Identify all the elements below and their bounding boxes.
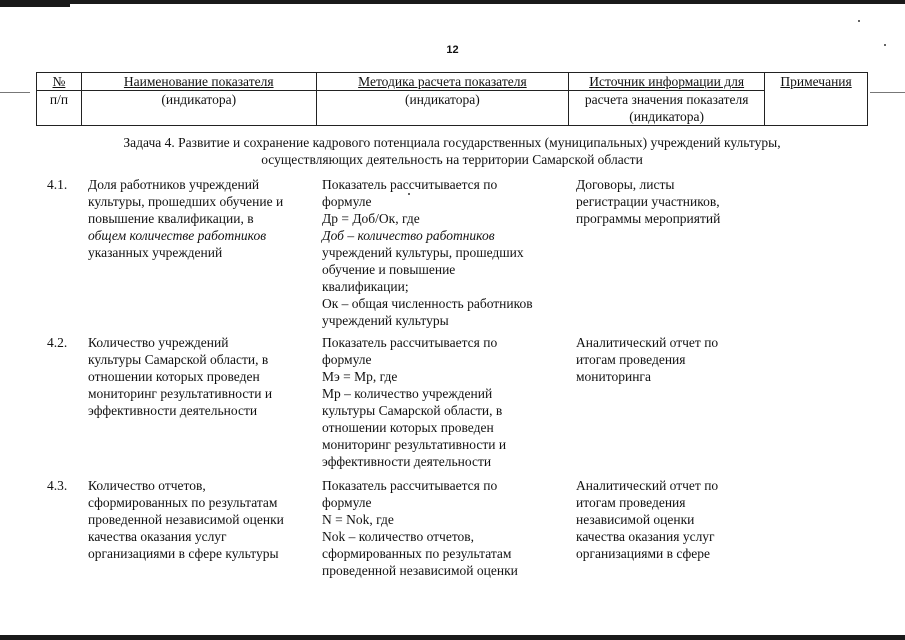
indicator-name — [88, 334, 314, 419]
method-line: отношении которых проведен — [322, 420, 494, 435]
method-line: формуле — [322, 495, 372, 510]
indicator-name-line: качества оказания услуг — [88, 529, 227, 544]
method-line: квалификации; — [322, 279, 409, 294]
indicator-name-line: сформированных по результатам — [88, 495, 278, 510]
indicator-name-line: мониторинг результативности и — [88, 386, 273, 401]
source-line: независимой оценки — [576, 512, 695, 527]
header-method-line2: (индикатора) — [316, 91, 569, 126]
method-line: Показатель рассчитывается по — [322, 478, 498, 493]
method-line: Показатель рассчитывается по — [322, 335, 498, 350]
source-line: итогам проведения — [576, 495, 686, 510]
scan-edge-corner — [0, 0, 70, 7]
indicator-name — [88, 176, 314, 261]
method-line: Доб – количество работников — [322, 228, 495, 243]
method-line: сформированных по результатам — [322, 546, 512, 561]
source-line: Аналитический отчет по — [576, 478, 719, 493]
task-heading-line1: Задача 4. Развитие и сохранение кадрового потенциала государственных (муниципальных) учреждений культуры, — [123, 135, 781, 150]
row-number: 4.3. — [47, 478, 68, 493]
indicator-name-line: отношении которых проведен — [88, 369, 260, 384]
indicator-name-line: проведенной независимой оценки — [88, 512, 284, 527]
method-line: учреждений культуры, прошедших — [322, 245, 524, 260]
indicator-name-line: эффективности деятельности — [88, 403, 258, 418]
indicator-name-line: организациями в сфере культуры — [88, 546, 279, 561]
row-number: 4.2. — [47, 335, 68, 350]
information-source — [576, 477, 756, 562]
header-table — [36, 72, 868, 126]
method-formula: Др = Доб/Ок, где — [322, 211, 420, 226]
task-heading-line2: осуществляющих деятельность на территории Самарской области — [261, 152, 643, 167]
method-line: формуле — [322, 352, 372, 367]
header-notes: Примечания — [765, 73, 868, 91]
scan-edge-bottom — [0, 635, 905, 640]
header-method-line1: Методика расчета показателя — [316, 73, 569, 91]
source-line: мониторинга — [576, 369, 651, 384]
header-source-line1: Источник информации для — [569, 73, 765, 91]
method-line: формуле — [322, 194, 372, 209]
calculation-method — [322, 334, 566, 470]
indicator-name-line: Количество учреждений — [88, 335, 229, 350]
header-source-line2: расчета значения показателя — [584, 92, 749, 107]
method-line: проведенной независимой оценки — [322, 563, 518, 578]
scan-artifact-line — [870, 92, 905, 93]
task-heading — [36, 134, 868, 168]
source-line: Аналитический отчет по — [576, 335, 719, 350]
source-line: регистрации участников, — [576, 194, 720, 209]
scan-edge-top — [0, 0, 905, 4]
indicator-name — [88, 477, 314, 562]
header-source-line3: (индикатора) — [629, 109, 705, 124]
header-name-line1: Наименование показателя — [81, 73, 316, 91]
method-line: обучение и повышение — [322, 262, 456, 277]
method-line: эффективности деятельности — [322, 454, 492, 469]
source-line: Договоры, листы — [576, 177, 675, 192]
method-line: Мр – количество учреждений — [322, 386, 493, 401]
header-notes-empty — [765, 91, 868, 126]
indicator-name-line: общем количестве работников — [88, 228, 267, 243]
method-formula: Мэ = Мр, где — [322, 369, 398, 384]
source-line: итогам проведения — [576, 352, 686, 367]
header-num-line1: № — [37, 73, 82, 91]
indicator-name-line: Количество отчетов, — [88, 478, 206, 493]
indicator-name-line: повышение квалификации, в — [88, 211, 254, 226]
information-source — [576, 176, 756, 227]
method-formula: N = Nok, где — [322, 512, 394, 527]
row-number: 4.1. — [47, 177, 68, 192]
method-line: Показатель рассчитывается по — [322, 177, 498, 192]
indicator-name-line: указанных учреждений — [88, 245, 223, 260]
header-num-line2: п/п — [37, 91, 82, 126]
source-line: качества оказания услуг — [576, 529, 715, 544]
method-line: культуры Самарской области, в — [322, 403, 503, 418]
method-line: мониторинг результативности и — [322, 437, 507, 452]
information-source — [576, 334, 756, 385]
page-number: 12 — [446, 44, 459, 56]
header-source-lines — [569, 91, 765, 126]
header-name-line2: (индикатора) — [81, 91, 316, 126]
method-line: Ок – общая численность работников — [322, 296, 533, 311]
indicator-name-line: Доля работников учреждений — [88, 177, 260, 192]
method-line: Nok – количество отчетов, — [322, 529, 475, 544]
scan-speck — [858, 20, 860, 22]
calculation-method — [322, 477, 566, 579]
indicator-name-line: культуры, прошедших обучение и — [88, 194, 284, 209]
calculation-method — [322, 176, 566, 329]
source-line: программы мероприятий — [576, 211, 721, 226]
indicator-name-line: культуры Самарской области, в — [88, 352, 269, 367]
source-line: организациями в сфере — [576, 546, 710, 561]
scan-artifact-line — [0, 92, 30, 93]
method-line: учреждений культуры — [322, 313, 449, 328]
